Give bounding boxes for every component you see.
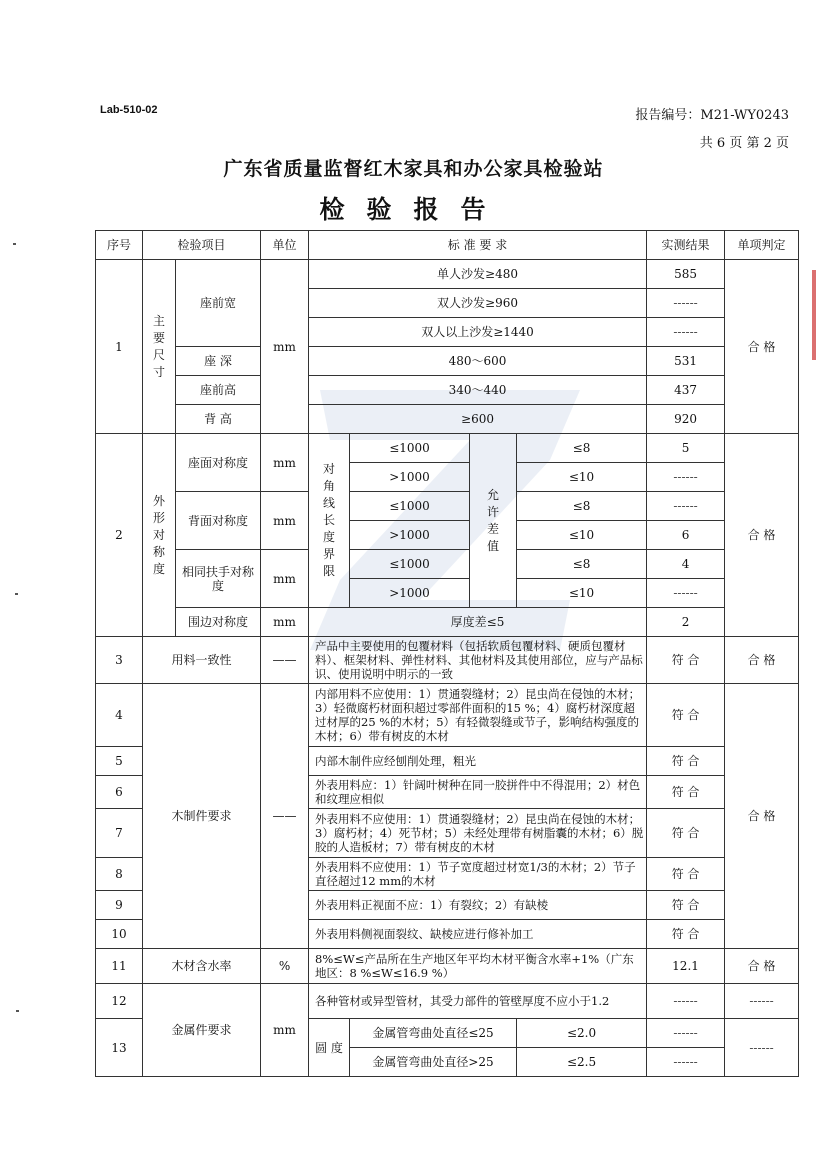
table-row [96, 347, 799, 376]
unit-cell: —— [261, 637, 309, 684]
page-count: 共 6 页 第 2 页 [699, 136, 789, 151]
row-no: 2 [96, 434, 143, 637]
result: 4 [647, 550, 725, 579]
unit-cell: mm [261, 550, 309, 608]
requirement: 外表用料正视面不应：1）有裂纹；2）有缺棱 [309, 891, 647, 920]
col-standard: 标 准 要 求 [309, 231, 647, 260]
result: ------ [647, 463, 725, 492]
result: 2 [647, 608, 725, 637]
result: ------ [647, 1048, 725, 1077]
result: 5 [647, 434, 725, 463]
result: ------ [647, 984, 725, 1019]
row-no: 5 [96, 747, 143, 776]
col-no: 序号 [96, 231, 143, 260]
group-label: 外 形 对 称 度 [143, 434, 176, 637]
tolerance: ≤10 [517, 463, 647, 492]
item-label: 座 深 [176, 347, 261, 376]
requirement: 340～440 [309, 376, 647, 405]
result: 符 合 [647, 684, 725, 747]
requirement: 外表用料不应使用：1）节子宽度超过材宽1/3的木材；2）节子直径超过12 mm的木材 [309, 858, 647, 891]
table-row [96, 434, 799, 463]
unit-cell: —— [261, 684, 309, 949]
diag-range: ≤1000 [350, 550, 470, 579]
allow-label: 允 许 差 值 [470, 434, 517, 608]
unit-cell: mm [261, 260, 309, 434]
result: 符 合 [647, 858, 725, 891]
scan-edge-mark [812, 270, 816, 360]
organization-title: 广东省质量监督红木家具和办公家具检验站 [223, 158, 604, 180]
result: ------ [647, 318, 725, 347]
unit-cell: % [261, 949, 309, 984]
requirement: 内部木制件应经刨削处理，粗光 [309, 747, 647, 776]
requirement: 双人以上沙发≥1440 [309, 318, 647, 347]
round-label: 圆 度 [309, 1019, 350, 1077]
result: 6 [647, 521, 725, 550]
verdict: ------ [725, 1019, 799, 1077]
requirement: 外表用料不应使用：1）贯通裂缝材；2）昆虫尚在侵蚀的木材；3）腐朽材；4）死节材；5）未经处理带有树脂囊的木材；6）脱胶的人造板材；7）带有树皮的木材 [309, 809, 647, 858]
requirement: 金属管弯曲处直径≤25 [350, 1019, 517, 1048]
result: 符 合 [647, 747, 725, 776]
item-label: 座面对称度 [176, 434, 261, 492]
tolerance: ≤2.5 [517, 1048, 647, 1077]
requirement: 外表用料侧视面裂纹、缺棱应进行修补加工 [309, 920, 647, 949]
requirement: 480～600 [309, 347, 647, 376]
result: 12.1 [647, 949, 725, 984]
row-no: 1 [96, 260, 143, 434]
verdict: 合 格 [725, 637, 799, 684]
result: 585 [647, 260, 725, 289]
table-row [96, 984, 799, 1019]
col-unit: 单位 [261, 231, 309, 260]
row-no: 9 [96, 891, 143, 920]
result: 符 合 [647, 637, 725, 684]
result: 符 合 [647, 920, 725, 949]
tolerance: ≤10 [517, 521, 647, 550]
result: ------ [647, 289, 725, 318]
table-row [96, 550, 799, 579]
table-row [96, 949, 799, 984]
requirement: 金属管弯曲处直径>25 [350, 1048, 517, 1077]
table-row [96, 376, 799, 405]
verdict: ------ [725, 984, 799, 1019]
requirement: 双人沙发≥960 [309, 289, 647, 318]
tolerance: ≤8 [517, 434, 647, 463]
result: ------ [647, 1019, 725, 1048]
requirement: 产品中主要使用的包覆材料（包括软质包覆材料、硬质包覆材料）、框架材料、弹性材料、其他材料及其使用部位，应与产品标识、使用说明中明示的一致 [309, 637, 647, 684]
item-label: 背面对称度 [176, 492, 261, 550]
row-no: 6 [96, 776, 143, 809]
tolerance: ≤8 [517, 550, 647, 579]
report-number: 报告编号：M21-WY0243 [635, 108, 789, 123]
table-row [96, 405, 799, 434]
row-no: 3 [96, 637, 143, 684]
unit-cell: mm [261, 492, 309, 550]
diag-range: ≤1000 [350, 492, 470, 521]
result: ------ [647, 492, 725, 521]
result: 符 合 [647, 809, 725, 858]
diag-range: ≤1000 [350, 434, 470, 463]
scan-edge-mark [13, 243, 16, 245]
tolerance: ≤2.0 [517, 1019, 647, 1048]
table-row [96, 637, 799, 684]
result: 531 [647, 347, 725, 376]
diag-label: 对 角 线 长 度 界 限 [309, 434, 350, 608]
result: 符 合 [647, 776, 725, 809]
verdict: 合 格 [725, 260, 799, 434]
inspection-table [95, 230, 799, 1077]
requirement: 各种管材或异型管材，其受力部件的管壁厚度不应小于1.2 [309, 984, 647, 1019]
item-label: 木材含水率 [143, 949, 261, 984]
row-no: 10 [96, 920, 143, 949]
result: ------ [647, 579, 725, 608]
item-label: 相同扶手对称度 [176, 550, 261, 608]
unit-cell: mm [261, 984, 309, 1077]
verdict: 合 格 [725, 949, 799, 984]
requirement: 外表用料应：1）针阔叶树种在同一胶拼件中不得混用；2）材色和纹理应相似 [309, 776, 647, 809]
table-row [96, 492, 799, 521]
result: 437 [647, 376, 725, 405]
row-no: 13 [96, 1019, 143, 1077]
item-label: 座前高 [176, 376, 261, 405]
item-label: 座前宽 [176, 260, 261, 347]
requirement: 8%≤W≤产品所在生产地区年平均木材平衡含水率+1%（广东地区：8 %≤W≤16.9 %） [309, 949, 647, 984]
requirement: 单人沙发≥480 [309, 260, 647, 289]
item-label: 背 高 [176, 405, 261, 434]
unit-cell: mm [261, 608, 309, 637]
item-label: 木制件要求 [143, 684, 261, 949]
requirement: ≥600 [309, 405, 647, 434]
group-label: 主 要 尺 寸 [143, 260, 176, 434]
table-row [96, 260, 799, 289]
row-no: 12 [96, 984, 143, 1019]
row-no: 11 [96, 949, 143, 984]
result: 符 合 [647, 891, 725, 920]
table-row [96, 608, 799, 637]
col-result: 实测结果 [647, 231, 725, 260]
scan-edge-mark [15, 593, 18, 595]
tolerance: ≤10 [517, 579, 647, 608]
scan-edge-mark [16, 1010, 19, 1012]
document-title: 检验报告 [319, 195, 508, 224]
tolerance: ≤8 [517, 492, 647, 521]
unit-cell: mm [261, 434, 309, 492]
col-verdict: 单项判定 [725, 231, 799, 260]
table-header-row [96, 231, 799, 260]
diag-range: >1000 [350, 579, 470, 608]
verdict: 合 格 [725, 684, 799, 949]
item-label: 围边对称度 [176, 608, 261, 637]
result: 920 [647, 405, 725, 434]
requirement: 内部用料不应使用：1）贯通裂缝材；2）昆虫尚在侵蚀的木材；3）轻微腐朽材面积超过零部件面积的15 %；4）腐朽材深度超过材厚的25 %的木材；5）有轻微裂缝或节子，影响结构强度的木材；6）带有树皮的木材 [309, 684, 647, 747]
requirement: 厚度差≤5 [309, 608, 647, 637]
col-item: 检验项目 [143, 231, 261, 260]
diag-range: >1000 [350, 463, 470, 492]
row-no: 7 [96, 809, 143, 858]
lab-code: Lab-510-02 [100, 104, 158, 116]
row-no: 8 [96, 858, 143, 891]
verdict: 合 格 [725, 434, 799, 637]
item-label: 金属件要求 [143, 984, 261, 1077]
diag-range: >1000 [350, 521, 470, 550]
table-row [96, 684, 799, 747]
row-no: 4 [96, 684, 143, 747]
item-label: 用料一致性 [143, 637, 261, 684]
